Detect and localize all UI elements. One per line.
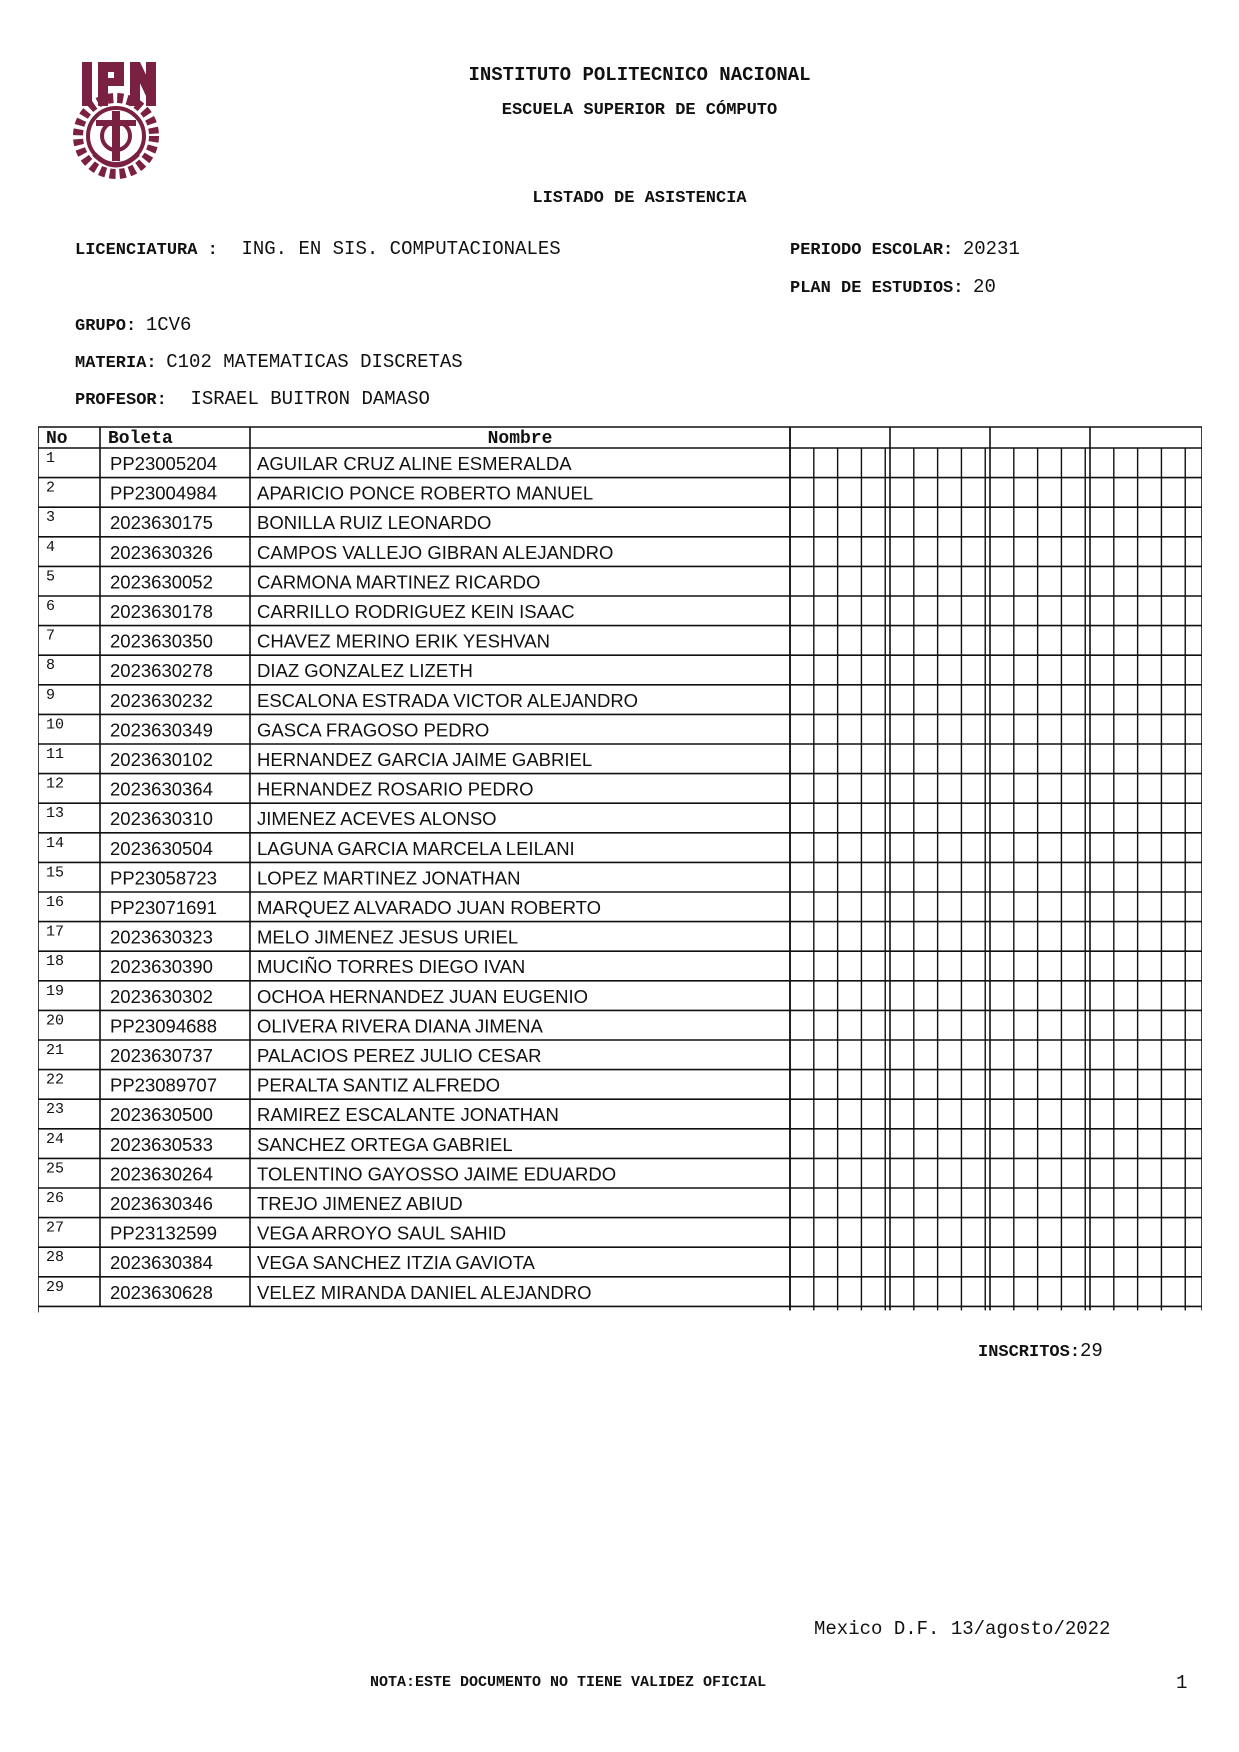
row-nombre: CARRILLO RODRIGUEZ KEIN ISAAC [257, 601, 575, 622]
page-number: 1 [1176, 1672, 1188, 1694]
row-number: 13 [46, 805, 65, 823]
row-number: 22 [46, 1071, 65, 1089]
row-nombre: VEGA SANCHEZ ITZIA GAVIOTA [257, 1252, 535, 1274]
profesor-label: PROFESOR: [75, 391, 167, 410]
plan-field [790, 276, 996, 298]
row-boleta: 2023630384 [110, 1252, 213, 1274]
row-nombre: HERNANDEZ ROSARIO PEDRO [257, 778, 534, 800]
row-nombre: CARMONA MARTINEZ RICARDO [257, 571, 541, 593]
row-nombre: VEGA ARROYO SAUL SAHID [257, 1222, 507, 1244]
row-nombre: SANCHEZ ORTEGA GABRIEL [257, 1133, 513, 1155]
row-nombre: MARQUEZ ALVARADO JUAN ROBERTO [257, 897, 602, 918]
row-number: 16 [46, 894, 65, 911]
row-boleta: PP23089707 [110, 1074, 217, 1096]
row-number: 24 [46, 1130, 65, 1148]
row-nombre: CHAVEZ MERINO ERIK YESHVAN [257, 630, 550, 652]
inscritos-value: 29 [1080, 1340, 1103, 1362]
row-number: 5 [46, 568, 56, 586]
row-boleta: PP23094688 [110, 1015, 217, 1037]
row-number: 20 [46, 1012, 65, 1030]
row-boleta: 2023630350 [110, 630, 213, 652]
row-boleta: 2023630346 [110, 1193, 213, 1214]
inscritos-field [978, 1340, 1103, 1362]
row-boleta: 2023630178 [110, 601, 213, 622]
row-number: 14 [46, 834, 65, 852]
row-boleta: PP23004984 [110, 482, 217, 504]
row-boleta: 2023630390 [110, 956, 213, 978]
profesor-field [75, 388, 430, 410]
row-nombre: CAMPOS VALLEJO GIBRAN ALEJANDRO [257, 541, 614, 563]
licenciatura-field [75, 238, 561, 260]
row-nombre: PERALTA SANTIZ ALFREDO [257, 1074, 500, 1096]
periodo-label: PERIODO ESCOLAR: [790, 241, 954, 260]
row-boleta: 2023630349 [110, 719, 213, 741]
row-number: 1 [46, 450, 56, 467]
row-number: 12 [46, 775, 65, 793]
grupo-value: 1CV6 [145, 314, 192, 336]
row-nombre: JIMENEZ ACEVES ALONSO [257, 808, 497, 830]
row-nombre: MELO JIMENEZ JESUS URIEL [257, 926, 519, 948]
row-number: 17 [46, 923, 65, 941]
place-date: Mexico D.F. 13/agosto/2022 [814, 1618, 1111, 1640]
row-nombre: RAMIREZ ESCALANTE JONATHAN [257, 1104, 559, 1126]
row-boleta: 2023630102 [110, 749, 213, 770]
row-boleta: PP23058723 [110, 867, 217, 889]
row-number: 8 [46, 657, 56, 675]
row-nombre: OCHOA HERNANDEZ JUAN EUGENIO [257, 985, 588, 1007]
row-nombre: DIAZ GONZALEZ LIZETH [257, 660, 473, 682]
row-boleta: 2023630264 [110, 1163, 213, 1185]
row-nombre: ESCALONA ESTRADA VICTOR ALEJANDRO [257, 689, 639, 711]
row-nombre: OLIVERA RIVERA DIANA JIMENA [257, 1015, 543, 1037]
row-boleta: 2023630533 [110, 1133, 213, 1155]
row-nombre: MUCIÑO TORRES DIEGO IVAN [257, 956, 526, 978]
profesor-value: ISRAEL BUITRON DAMASO [190, 388, 430, 410]
validity-note: NOTA:ESTE DOCUMENTO NO TIENE VALIDEZ OFICIAL [370, 1674, 767, 1691]
row-nombre: PALACIOS PEREZ JULIO CESAR [257, 1045, 542, 1066]
row-boleta: PP23071691 [110, 897, 217, 918]
row-number: 7 [46, 627, 56, 645]
materia-value: C102 MATEMATICAS DISCRETAS [166, 351, 463, 373]
row-nombre: TREJO JIMENEZ ABIUD [257, 1193, 463, 1214]
row-boleta: 2023630232 [110, 689, 213, 711]
inscritos-label: INSCRITOS: [978, 1343, 1081, 1362]
header-no: No [46, 429, 68, 449]
row-number: 10 [46, 716, 65, 734]
row-nombre: TOLENTINO GAYOSSO JAIME EDUARDO [257, 1163, 617, 1185]
document-title: LISTADO DE ASISTENCIA [532, 189, 747, 208]
row-number: 11 [46, 746, 65, 763]
row-number: 9 [46, 686, 56, 704]
row-number: 15 [46, 864, 65, 882]
grupo-field [75, 314, 191, 336]
row-number: 25 [46, 1160, 65, 1178]
row-boleta: 2023630310 [110, 808, 213, 830]
licenciatura-label: LICENCIATURA : [75, 241, 218, 260]
row-nombre: AGUILAR CRUZ ALINE ESMERALDA [257, 453, 572, 474]
row-number: 29 [46, 1278, 65, 1296]
row-boleta: 2023630364 [110, 778, 213, 800]
materia-label: MATERIA: [75, 354, 157, 373]
row-boleta: 2023630326 [110, 541, 213, 563]
licenciatura-value: ING. EN SIS. COMPUTACIONALES [241, 238, 561, 260]
row-boleta: 2023630302 [110, 985, 213, 1007]
row-nombre: APARICIO PONCE ROBERTO MANUEL [257, 482, 594, 504]
row-number: 2 [46, 479, 56, 497]
periodo-value: 20231 [962, 238, 1020, 260]
row-nombre: HERNANDEZ GARCIA JAIME GABRIEL [257, 749, 593, 770]
periodo-field [790, 238, 1020, 260]
row-nombre: BONILLA RUIZ LEONARDO [257, 512, 492, 534]
row-boleta: 2023630504 [110, 837, 213, 859]
row-number: 6 [46, 598, 56, 615]
row-boleta: 2023630323 [110, 926, 213, 948]
school-name: ESCUELA SUPERIOR DE CÓMPUTO [501, 101, 778, 120]
header-boleta: Boleta [108, 429, 173, 449]
attendance-table [38, 426, 1202, 1316]
row-boleta: 2023630500 [110, 1104, 213, 1126]
row-number: 3 [46, 509, 56, 527]
row-boleta: PP23132599 [110, 1222, 217, 1244]
row-number: 27 [46, 1219, 65, 1237]
row-number: 4 [46, 538, 56, 556]
grupo-label: GRUPO: [75, 317, 137, 336]
row-number: 28 [46, 1249, 65, 1267]
row-number: 26 [46, 1190, 65, 1207]
row-number: 23 [46, 1101, 65, 1119]
materia-field [75, 351, 463, 373]
row-nombre: GASCA FRAGOSO PEDRO [257, 719, 490, 741]
row-number: 21 [46, 1042, 65, 1059]
header-nombre: Nombre [487, 429, 553, 449]
row-boleta: 2023630628 [110, 1281, 213, 1303]
institution-name: INSTITUTO POLITECNICO NACIONAL [468, 64, 811, 86]
row-boleta: 2023630278 [110, 660, 213, 682]
row-boleta: 2023630737 [110, 1045, 213, 1066]
plan-label: PLAN DE ESTUDIOS: [790, 279, 964, 298]
row-nombre: LOPEZ MARTINEZ JONATHAN [257, 867, 521, 889]
plan-value: 20 [973, 276, 996, 298]
row-boleta: 2023630052 [110, 571, 213, 593]
row-boleta: 2023630175 [110, 512, 213, 534]
row-number: 18 [46, 953, 65, 971]
row-nombre: VELEZ MIRANDA DANIEL ALEJANDRO [257, 1281, 592, 1303]
row-number: 19 [46, 982, 65, 1000]
row-boleta: PP23005204 [110, 453, 217, 474]
row-nombre: LAGUNA GARCIA MARCELA LEILANI [257, 837, 575, 859]
